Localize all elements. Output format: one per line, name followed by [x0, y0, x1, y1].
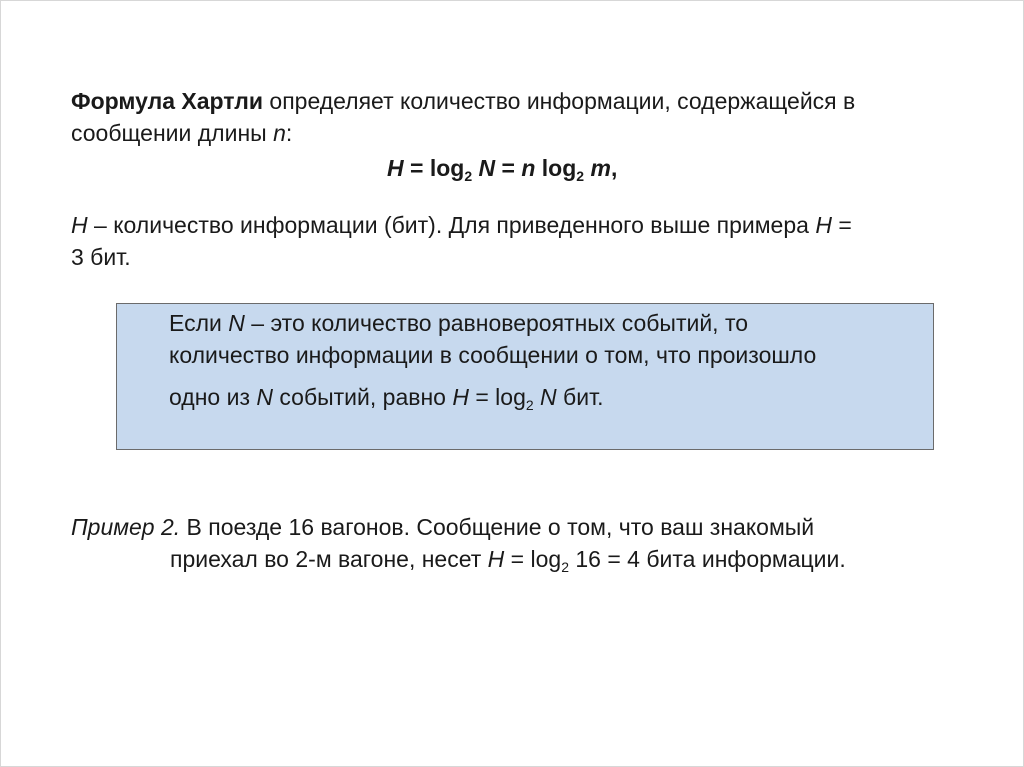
colon: : [285, 120, 293, 146]
example-result: 16 = 4 бита информации. [569, 546, 846, 572]
h-explanation [71, 209, 852, 273]
example-log: = log [504, 546, 562, 572]
h-explanation-line-1 [71, 209, 852, 241]
formula-eq: = [495, 155, 522, 181]
example-sub: 2 [561, 559, 569, 575]
highlight-text [169, 307, 816, 413]
h-explanation-line-2: 3 бит. [71, 244, 131, 270]
formula-m: m [584, 155, 611, 181]
equals: = [831, 212, 852, 238]
var-n-cap: N [228, 310, 245, 336]
highlight-text-1b: – это количество равновероятных событий, то [244, 310, 749, 336]
formula-h: H [387, 155, 404, 181]
highlight-sub: 2 [525, 397, 534, 413]
var-n-cap-3: N [533, 384, 557, 410]
highlight-box [116, 303, 934, 450]
highlight-line-2: количество информации в сообщении о том, что произошло [169, 342, 817, 368]
h-explanation-text: – количество информации (бит). Для приведенного выше примера [87, 212, 816, 238]
var-h-4: H [487, 546, 505, 572]
var-n-cap-2: N [256, 384, 273, 410]
formula-log: = log [403, 155, 465, 181]
highlight-line-1 [169, 307, 816, 339]
highlight-log: = log [468, 384, 526, 410]
highlight-unit: бит. [556, 384, 604, 410]
example-text-2: приехал во 2-м вагоне, несет [170, 546, 488, 572]
hartley-formula [387, 152, 617, 184]
highlight-text-3b: событий, равно [273, 384, 453, 410]
var-h: H [71, 212, 88, 238]
highlight-text-1a: Если [169, 310, 229, 336]
example-2 [71, 511, 846, 575]
formula-log-2: log [535, 155, 577, 181]
formula-sub-1: 2 [464, 168, 473, 184]
formula-n-cap: N [472, 155, 496, 181]
hartley-line-1 [71, 85, 855, 117]
hartley-title: Формула Хартли [71, 88, 264, 114]
var-h-2: H [815, 212, 832, 238]
example-label: Пример 2. [71, 514, 181, 540]
highlight-line-3 [169, 381, 816, 413]
highlight-text-3a: одно из [169, 384, 257, 410]
example-line-2 [71, 543, 846, 575]
var-h-3: H [452, 384, 469, 410]
hartley-line-2 [71, 117, 855, 149]
formula-comma: , [610, 155, 618, 181]
var-n: n [273, 120, 286, 146]
example-text-1: В поезде 16 вагонов. Сообщение о том, что ваш знакомый [180, 514, 815, 540]
definition-text-2: сообщении длины [71, 120, 274, 146]
formula-n-small: n [521, 155, 536, 181]
definition-text: определяет количество информации, содержащейся в [263, 88, 856, 114]
formula-sub-2: 2 [576, 168, 585, 184]
example-line-1 [71, 511, 846, 543]
hartley-definition [71, 85, 855, 149]
